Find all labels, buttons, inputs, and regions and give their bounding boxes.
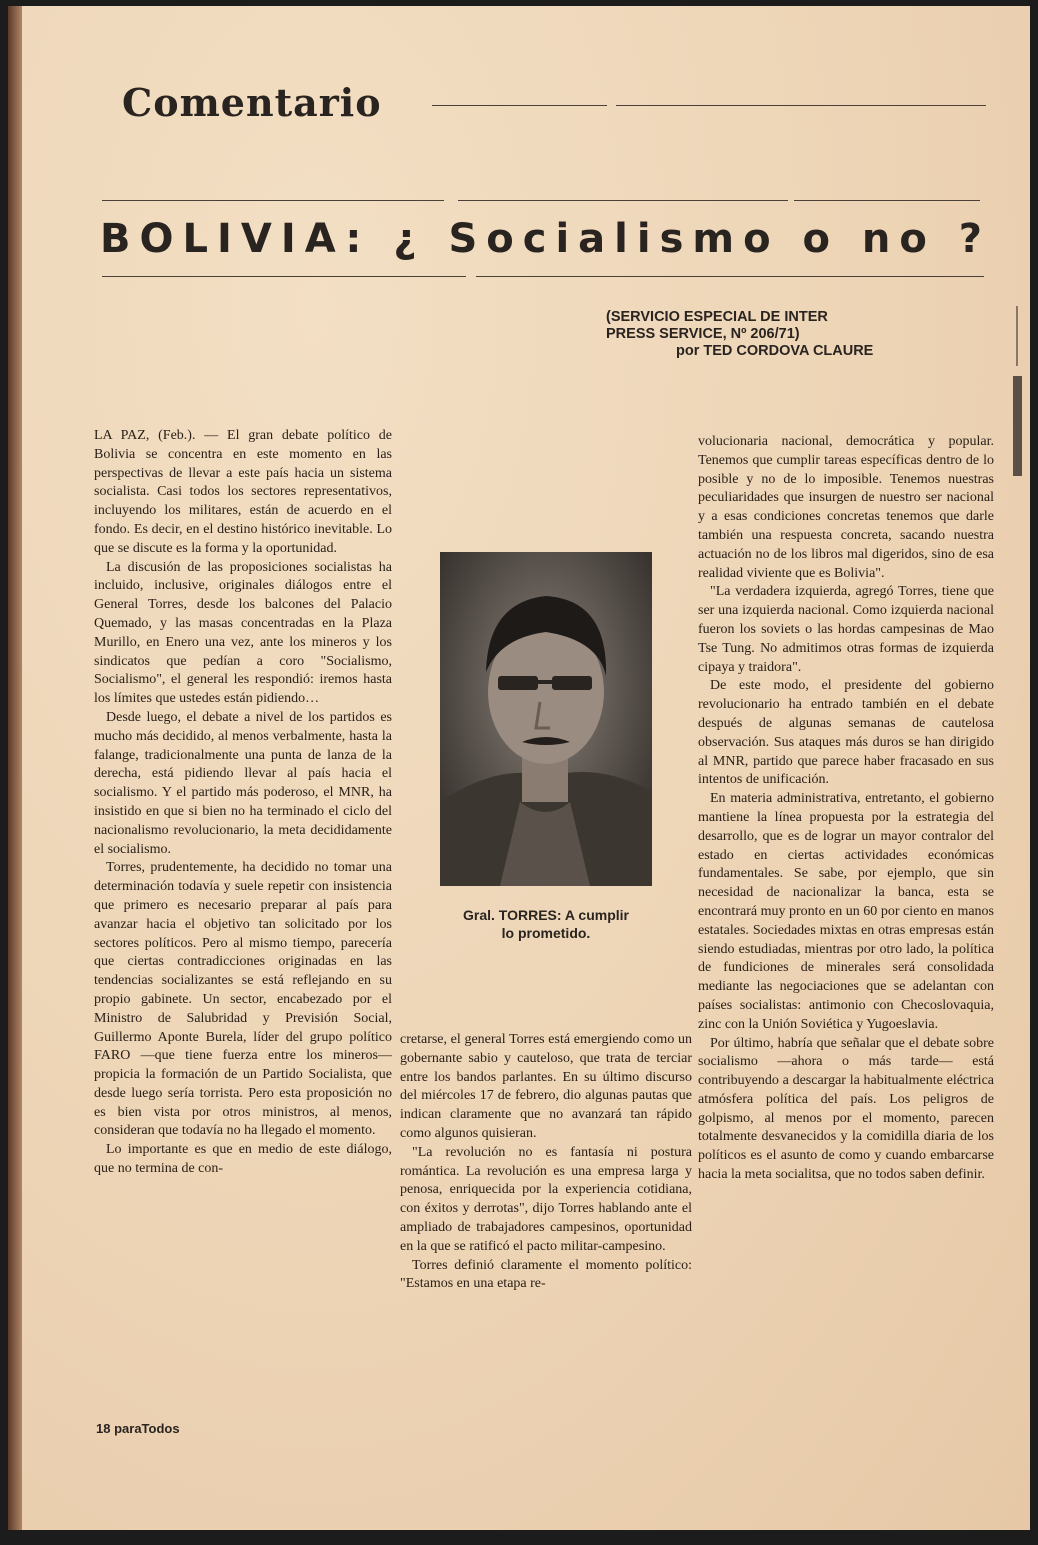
- portrait-image: [440, 552, 652, 886]
- headline-top-rule: [794, 200, 980, 201]
- headline-top-rule: [102, 200, 444, 201]
- headline: BOLIVIA: ¿ Socialismo o no ?: [100, 216, 991, 262]
- paragraph: volucionaria nacional, democrática y popular. Tenemos que cumplir tareas específicas dentro de lo posible y no de lo imposible. Tenemos nuestras peculiaridades que insurgen de nuestro ser nacional y a esas condiciones concretas tenemos que darle también una respuesta concreta, sacando nuestra actuación no de los libros mal digeridos, sino de esa realidad viviente que es Bolivia".: [698, 434, 994, 581]
- paragraph: cretarse, el general Torres está emergiendo como un gobernante sabio y cauteloso, que trata de terciar entre los bandos parlantes. En su último discurso del miércoles 17 de febrero, dio algunas pautas que indican claramente que no avanzará tan rápido como algunos quisieran.: [400, 1032, 692, 1141]
- paragraph: La discusión de las proposiciones socialistas ha incluido, inclusive, originales diálogos entre el General Torres, desde los balcones del Palacio Quemado, y las masas concentradas en la Plaza Murillo, en Enero una vez, ante los mineros y los sindicatos que pedían a coro "Socialismo, Socialismo", el general les respondió: iremos hasta los límites que ustedes están pidiendo…: [94, 559, 392, 707]
- paragraph: Lo importante es que en medio de este diálogo, que no termina de con-: [94, 1142, 392, 1177]
- byline-line: (SERVICIO ESPECIAL DE INTER: [606, 309, 828, 325]
- article-column-2: [400, 1031, 692, 1294]
- page-footer: [96, 1421, 180, 1436]
- headline-top-rule: [458, 200, 788, 201]
- paragraph: En materia administrativa, entretanto, el gobierno mantiene la línea propuesta por la estrategia del desarrollo, que es de lograr un mayor contralor del estado en ciertas actividades económicas fundamentales. Se sabe, por ejemplo, que sin necesidad de nacionalizar la banca, esta se encontrará muy pronto en un 60 por ciento en manos estatales. Sociedades mixtas en otras empresas están siendo estudiadas, mientras por otro lado, la política de fundiciones de minerales será consolidada mediante las negociaciones que se adelantan con países socialistas: antimonio con Checoslovaquia, zinc con la Unión Soviética y Yugoeslavia.: [698, 791, 994, 1032]
- byline-author: por TED CORDOVA CLAURE: [676, 343, 874, 359]
- headline-bottom-rule: [476, 276, 984, 277]
- magazine-page: [8, 6, 1030, 1530]
- paragraph: Por último, habría que señalar que el debate sobre socialismo —ahora o más tarde— está contribuyendo a descargar la habitualmente eléctrica atmósfera política del país. Los peligros de golpismo, al menos por el momento, parecen totalmente desvanecidos y la comidilla diaria de los políticos es el asunto de como y cuando embarcarse hacia la meta socialitsa, que no todos saben definir.: [698, 1035, 994, 1183]
- page-binding-edge: [8, 6, 22, 1530]
- paragraph: De este modo, el presidente del gobierno revolucionario ha entrado también en el debate después de algunas semanas de cautelosa observación. Sus ataques más duros se han dirigido al MNR, partido que parece haber fracasado en sus intentos de unificación.: [698, 678, 994, 788]
- title-rule: [616, 105, 986, 106]
- magazine-name: paraTodos: [114, 1421, 180, 1436]
- paragraph: "La verdadera izquierda, agregó Torres, tiene que ser una izquierda nacional. Como izquierda nacional fueron los soviets o las hordas campesinas de Mao Tse Tung. No admitimos otras formas de izquierda cipaya y traidora".: [698, 584, 994, 675]
- paragraph: LA PAZ, (Feb.). — El gran debate político de Bolivia se concentra en este momento en las perspectivas de llevar a este país hacia un sistema socialista. Casi todos los sectores representativos, incluyendo los militares, están de acuerdo en el fondo. Es decir, en el destino histórico inevitable. Lo que se discute es la forma y la oportunidad.: [94, 428, 392, 556]
- article-column-1: [94, 427, 392, 1179]
- title-rule: [432, 105, 607, 106]
- article-column-3: [698, 433, 994, 1185]
- page-tab-mark: [1010, 306, 1024, 476]
- page-number: 18: [96, 1421, 111, 1436]
- photo-caption: [440, 906, 652, 942]
- byline: [606, 309, 926, 360]
- byline-line: PRESS SERVICE, Nº 206/71): [606, 326, 800, 342]
- portrait-photo: [440, 552, 652, 886]
- headline-bottom-rule: [102, 276, 466, 277]
- section-title: Comentario: [122, 80, 382, 125]
- paragraph: Torres definió claramente el momento político: "Estamos en una etapa re-: [400, 1257, 692, 1292]
- paragraph: Torres, prudentemente, ha decidido no tomar una determinación todavía y suele repetir con insistencia que primero es necesario preparar al país para avanzar hacia el objetivo tan solicitado por los sectores políticos. Pero al mismo tiempo, parecería que ciertas contradicciones originadas en las tendencias socializantes se está reflejando en su propio gabinete. Un sector, encabezado por el Ministro de Salubridad y Previsión Social, Guillermo Aponte Burela, líder del grupo político FARO —que tiene fuerza entre los mineros— propicia la formación de un Partido Socialista, que desde luego sería torrista. Pero esta proposición no es bien vista por otros ministros, al menos, consideran que todavía no ha llegado el momento.: [94, 860, 392, 1139]
- paragraph: "La revolución no es fantasía ni postura romántica. La revolución es una empresa larga y penosa, enriquecida por la experiencia cotidiana, con éxitos y derrotas", dijo Torres hablando ante el ampliado de trabajadores campesinos, oportunidad en la que se ratificó el pacto militar-campesino.: [400, 1144, 692, 1254]
- caption-line: lo prometido.: [501, 925, 591, 941]
- caption-line: Gral. TORRES: A cumplir: [463, 907, 629, 923]
- paragraph: Desde luego, el debate a nivel de los partidos es mucho más decidido, al menos verbalmente, hasta la falange, tradicionalmente una punta de lanza de la derecha, está pidiendo llevar al país hacia el socialismo. Y el partido más poderoso, el MNR, ha insistido en que si bien no ha terminado el ciclo del nacionalismo revolucionario, la meta decididamente el socialismo.: [94, 709, 392, 857]
